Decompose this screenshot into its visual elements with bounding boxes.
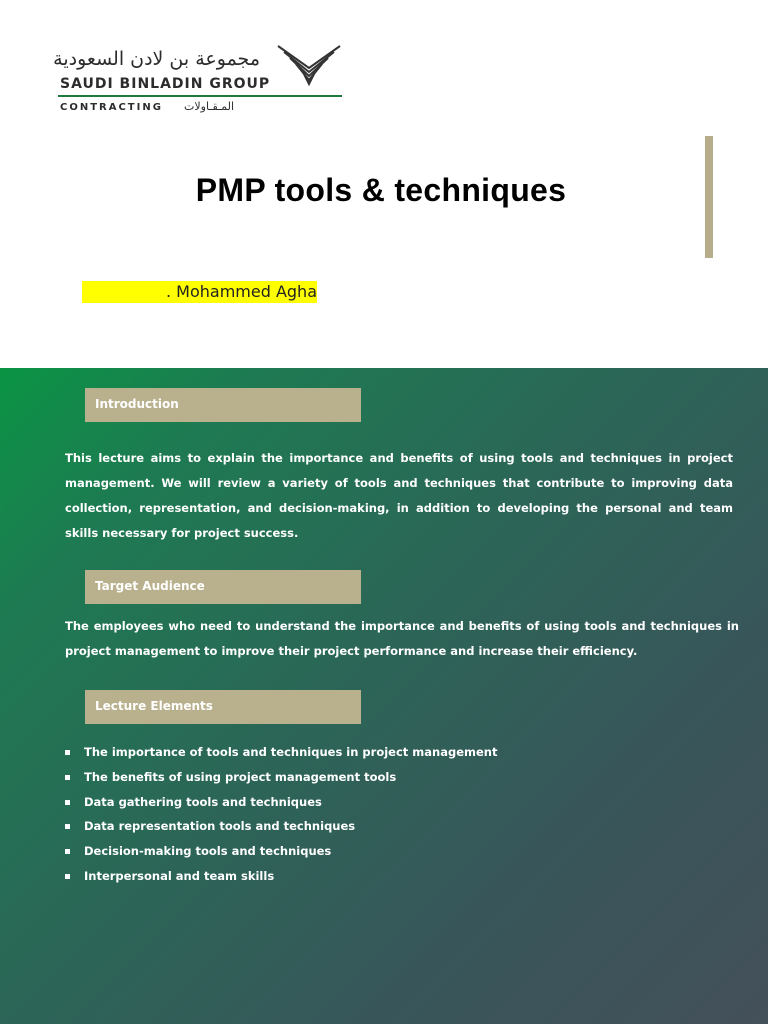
list-item-text: Interpersonal and team skills xyxy=(84,868,275,883)
list-item xyxy=(65,790,498,815)
content-panel xyxy=(0,368,768,1024)
list-item-text: The benefits of using project management tools xyxy=(84,769,397,784)
list-item xyxy=(65,839,498,864)
lecture-elements-list xyxy=(65,740,498,889)
binladin-logo-icon xyxy=(276,42,342,90)
list-item-text: Decision-making tools and techniques xyxy=(84,844,332,859)
bullet-square-icon xyxy=(65,824,70,829)
list-item-text: The importance of tools and techniques in project management xyxy=(84,745,498,759)
bullet-square-icon xyxy=(65,874,70,879)
list-item-text: Data representation tools and techniques xyxy=(84,819,356,834)
list-item xyxy=(65,740,498,765)
bullet-square-icon xyxy=(65,775,70,780)
cover-header xyxy=(0,0,768,368)
target-audience-text: The employees who need to understand the importance and benefits of using tools and techniques in project management to improve their project performance and increase their efficiency. xyxy=(65,619,739,658)
bullet-square-icon xyxy=(65,750,70,755)
logo-contracting-ar: المـقـاولات xyxy=(184,100,235,113)
page-title: PMP tools & techniques xyxy=(195,172,567,208)
logo-latin-name: SAUDI BINLADIN GROUP xyxy=(60,76,271,92)
introduction-text: This lecture aims to explain the importance and benefits of using tools and techniques in project management. We will review a variety of tools and techniques that contribute to improving data collection, representation, and decision-making, in addition to developing the personal and team skills necessary for project success. xyxy=(65,451,733,540)
bullet-square-icon xyxy=(65,849,70,854)
logo-divider xyxy=(58,95,342,97)
list-item xyxy=(65,814,498,839)
list-item xyxy=(65,864,498,889)
company-logo xyxy=(53,42,348,122)
bullet-square-icon xyxy=(65,800,70,805)
introduction-heading: Introduction xyxy=(85,388,361,422)
author-name: . Mohammed Agha xyxy=(82,281,317,303)
lecture-elements-heading: Lecture Elements xyxy=(85,690,361,724)
logo-arabic-name: مجموعة بن لادن السعودية xyxy=(53,48,260,70)
list-item xyxy=(65,765,498,790)
list-item-text: Data gathering tools and techniques xyxy=(84,794,322,809)
target-audience-heading: Target Audience xyxy=(85,570,361,604)
logo-contracting-en: CONTRACTING xyxy=(60,102,163,113)
